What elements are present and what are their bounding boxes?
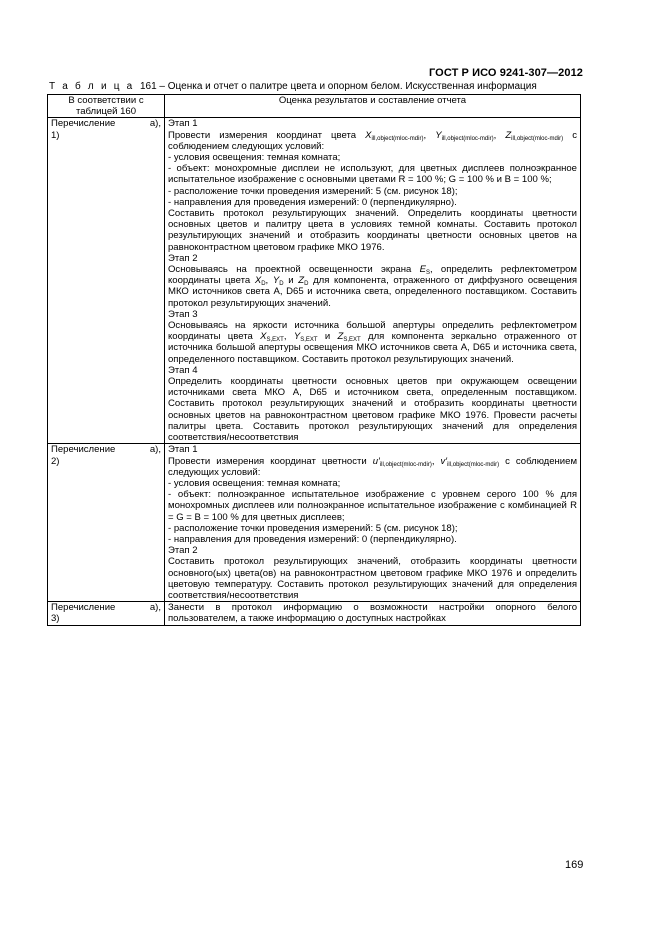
row-assessment: [165, 602, 581, 625]
page-number: 169: [565, 859, 584, 871]
step-title: Этап 4: [168, 364, 198, 376]
step-text: Составить протокол результирующих значений. Определить координаты цветности основных цветов и палитру цвета в условиях темной комнаты. Составить протокол результирующих значений и отобразить координаты цветности основных цветов на равноконтрастном цветовом графике МКО 1976.: [168, 208, 577, 253]
step-title: Этап 1: [168, 118, 198, 130]
row-reference: Перечисление а), 2): [48, 444, 165, 602]
assessment-table: [47, 94, 581, 626]
caption-text: – Оценка и отчет о палитре цвета и опорном белом. Искусственная информация: [159, 81, 537, 92]
condition-item: - условия освещения: темная комната;: [168, 477, 341, 489]
condition-item: - расположение точки проведения измерений: 5 (см. рисунок 18);: [168, 185, 458, 197]
step-title: Этап 2: [168, 545, 198, 557]
table-row: [48, 118, 581, 444]
document-header: ГОСТ Р ИСО 9241-307—2012: [428, 67, 583, 79]
step-text: Определить координаты цветности основных цветов при окружающем освещении источниками света МКО А, D65 и источником света, определенным поставщиком. Составить протокол результирующих значений и отобразить координаты цветности основных цветов на равноконтрастном цветовом графике МКО 1976. Провести расчеты палитры цвета. Составить протокол результирующих значений для определения соответствия/несоответствия: [168, 376, 577, 444]
condition-item: - условия освещения: темная комната;: [168, 152, 341, 164]
step-title: Этап 3: [168, 308, 198, 320]
step-text: Составить протокол результирующих значений, отобразить координаты цветности основного(ых) цвета(ов) на равноконтрастном цветовом графике МКО 1976 и определить цветовую температуру. Составить протокол результирующих значений для определения соответствия/несоответствия: [168, 556, 577, 601]
table-row: [48, 444, 581, 602]
header-col-reference: В соответствии с таблицей 160: [48, 95, 165, 118]
row-reference: Перечисление а), 3): [48, 602, 165, 625]
caption-prefix: Т а б л и ц а: [49, 81, 135, 92]
caption-number: 161: [139, 81, 157, 92]
row-reference: Перечисление а), 1): [48, 118, 165, 444]
step-text: Основываясь на проектной освещенности экрана $E_S$, определить рефлектометром координаты цвета $X_D$, $Y_D$ и $Z_D$ для компонента, отраженного от диффузного освещения МКО источников света А, D65 и источника света, определенного поставщиком. Составить протокол результирующих значений.: [168, 264, 578, 309]
step-text: Провести измерения координат цвета $X_{ill,object(mloc-mdir)}$, $Y_{ill,object(mloc-mdir)}$, $Z_{ill,object(mloc-mdir)}$ с соблюдением следующих условий:: [168, 129, 578, 152]
row-assessment: [165, 444, 581, 602]
condition-item: - направления для проведения измерений: 0 (перпендикулярно).: [168, 533, 457, 545]
condition-item: - расположение точки проведения измерений: 5 (см. рисунок 18);: [168, 522, 458, 534]
row-assessment: [165, 118, 581, 444]
table-caption: [49, 81, 589, 92]
step-text: Занести в протокол информацию о возможности настройки опорного белого пользователем, а также информацию о доступных настройках: [168, 602, 577, 625]
header-col-assessment: Оценка результатов и составление отчета: [165, 95, 581, 118]
condition-item: - объект: полноэкранное испытательное изображение с уровнем серого 100 % для монохромных дисплеев или полноэкранное испытательное изображение с комбинацией R = G = B = 100 % для цветных дисплеев;: [168, 489, 577, 523]
condition-item: - объект: монохромные дисплеи не используют, для цветных дисплеев полноэкранное испытательное изображение с основными цветами R = 100 %; G = 100 % и B = 100 %;: [168, 163, 577, 186]
step-title: Этап 2: [168, 252, 198, 264]
step-text: Основываясь на яркости источника большой апертуры определить рефлектометром координаты цвета $X_{S,EXT}$, $Y_{S,EXT}$ и $Z_{S,EXT}$ для компонента зеркально отраженного от источника большой апертуры освещения МКО источников света А, D65 и источника света, определенного поставщиком. Составить протокол результирующих значений.: [168, 320, 578, 365]
table-row: [48, 602, 581, 625]
table-header-row: [48, 95, 581, 118]
step-text: Провести измерения координат цветности $u'_{ill,object(mloc-mdir)}$, $v'_{ill,object(mloc-mdir)}$ с соблюдением следующих условий:: [168, 455, 578, 478]
step-title: Этап 1: [168, 444, 198, 456]
condition-item: - направления для проведения измерений: 0 (перпендикулярно).: [168, 196, 457, 208]
